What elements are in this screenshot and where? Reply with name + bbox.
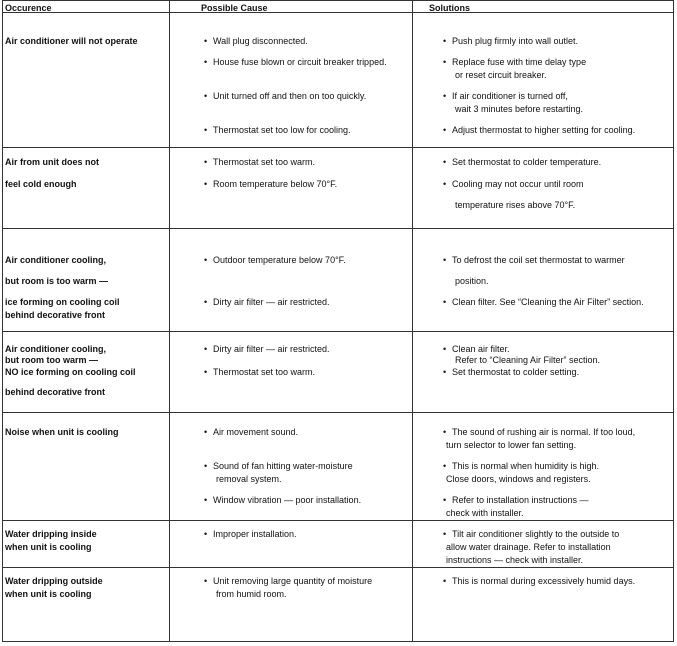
row-divider <box>3 228 673 229</box>
bullet-icon: • <box>204 36 208 46</box>
bullet-icon: • <box>443 461 447 471</box>
cause-text: Outdoor temperature below 70°F. <box>213 255 346 265</box>
bullet-icon: • <box>443 576 447 586</box>
occurrence-text: when unit is cooling <box>5 589 92 599</box>
bullet-icon: • <box>204 57 208 67</box>
solution-text: Clean filter. See “Cleaning the Air Filter” section. <box>452 297 644 307</box>
cause-text: Thermostat set too warm. <box>213 367 316 377</box>
solution-text: or reset circuit breaker. <box>455 70 547 80</box>
cause-text: Wall plug disconnected. <box>213 36 308 46</box>
solution-text: Close doors, windows and registers. <box>446 474 591 484</box>
bullet-icon: • <box>443 495 447 505</box>
bullet-icon: • <box>443 367 447 377</box>
header-occurrence: Occurence <box>5 3 52 13</box>
solution-text: Push plug firmly into wall outlet. <box>452 36 579 46</box>
bullet-icon: • <box>443 297 447 307</box>
solution-text: position. <box>455 276 489 286</box>
solution-text: Cooling may not occur until room <box>452 179 584 189</box>
solution-text: Clean air filter. <box>452 344 510 354</box>
solution-text: This is normal during excessively humid days. <box>452 576 636 586</box>
cause-text: Window vibration — poor installation. <box>213 495 362 505</box>
row-divider <box>3 520 673 521</box>
bullet-icon: • <box>204 529 208 539</box>
cause-text: Thermostat set too low for cooling. <box>213 125 351 135</box>
occurrence-text: Air conditioner cooling, <box>5 255 106 265</box>
solution-text: Refer to “Cleaning Air Filter” section. <box>455 355 601 365</box>
bullet-icon: • <box>204 255 208 265</box>
solution-text: Tilt air conditioner slightly to the outside to <box>452 529 620 539</box>
bullet-icon: • <box>443 344 447 354</box>
header-solutions: Solutions <box>429 3 470 13</box>
bullet-icon: • <box>204 427 208 437</box>
bullet-icon: • <box>443 255 447 265</box>
row-divider <box>3 147 673 148</box>
solution-text: Refer to installation instructions — <box>452 495 589 505</box>
bullet-icon: • <box>443 91 447 101</box>
solution-text: The sound of rushing air is normal. If too loud, <box>452 427 636 437</box>
bullet-icon: • <box>443 57 447 67</box>
occurrence-text: Water dripping outside <box>5 576 103 586</box>
occurrence-text: Air from unit does not <box>5 157 99 167</box>
occurrence-text: ice forming on cooling coil <box>5 297 120 307</box>
bullet-icon: • <box>204 576 208 586</box>
row-divider <box>3 412 673 413</box>
occurrence-text: NO ice forming on cooling coil <box>5 367 136 377</box>
header-possible-cause: Possible Cause <box>201 3 268 13</box>
cause-text: removal system. <box>216 474 282 484</box>
bullet-icon: • <box>443 529 447 539</box>
solution-text: temperature rises above 70°F. <box>455 200 576 210</box>
row-divider <box>3 331 673 332</box>
bullet-icon: • <box>443 157 447 167</box>
occurrence-text: Noise when unit is cooling <box>5 427 119 437</box>
bullet-icon: • <box>204 157 208 167</box>
occurrence-text: but room is too warm — <box>5 276 109 286</box>
solution-text: Set thermostat to colder temperature. <box>452 157 602 167</box>
solution-text: Adjust thermostat to higher setting for cooling. <box>452 125 636 135</box>
bullet-icon: • <box>204 125 208 135</box>
occurrence-text: Air conditioner cooling, <box>5 344 106 354</box>
bullet-icon: • <box>204 367 208 377</box>
cause-text: Thermostat set too warm. <box>213 157 316 167</box>
solution-text: If air conditioner is turned off, <box>452 91 568 101</box>
bullet-icon: • <box>443 179 447 189</box>
occurrence-text: when unit is cooling <box>5 542 92 552</box>
bullet-icon: • <box>204 297 208 307</box>
column-divider <box>412 1 413 641</box>
bullet-icon: • <box>204 495 208 505</box>
bullet-icon: • <box>204 179 208 189</box>
bullet-icon: • <box>443 125 447 135</box>
solution-text: instructions — check with installer. <box>446 555 584 565</box>
cause-text: from humid room. <box>216 589 287 599</box>
occurrence-text: feel cold enough <box>5 179 77 189</box>
occurrence-text: behind decorative front <box>5 387 106 397</box>
row-divider <box>3 567 673 568</box>
cause-text: Sound of fan hitting water-moisture <box>213 461 353 471</box>
column-divider <box>169 1 170 641</box>
solution-text: To defrost the coil set thermostat to warmer <box>452 255 625 265</box>
solution-text: This is normal when humidity is high. <box>452 461 600 471</box>
solution-text: Set thermostat to colder setting. <box>452 367 580 377</box>
solution-text: allow water drainage. Refer to installation <box>446 542 611 552</box>
cause-text: Improper installation. <box>213 529 297 539</box>
occurrence-text: but room too warm — <box>5 355 98 365</box>
occurrence-text: Water dripping inside <box>5 529 97 539</box>
cause-text: Unit removing large quantity of moisture <box>213 576 373 586</box>
bullet-icon: • <box>443 36 447 46</box>
bullet-icon: • <box>204 91 208 101</box>
solution-text: Replace fuse with time delay type <box>452 57 587 67</box>
occurrence-text: behind decorative front <box>5 310 106 320</box>
row-divider <box>3 12 673 13</box>
cause-text: Dirty air filter — air restricted. <box>213 344 330 354</box>
bullet-icon: • <box>204 344 208 354</box>
occurrence-text: Air conditioner will not operate <box>5 36 138 46</box>
cause-text: Dirty air filter — air restricted. <box>213 297 330 307</box>
troubleshooting-table <box>2 0 674 642</box>
solution-text: wait 3 minutes before restarting. <box>455 104 584 114</box>
cause-text: Room temperature below 70°F. <box>213 179 338 189</box>
cause-text: Unit turned off and then on too quickly. <box>213 91 367 101</box>
solution-text: check with installer. <box>446 508 524 518</box>
cause-text: Air movement sound. <box>213 427 299 437</box>
cause-text: House fuse blown or circuit breaker tripped. <box>213 57 387 67</box>
solution-text: turn selector to lower fan setting. <box>446 440 577 450</box>
bullet-icon: • <box>443 427 447 437</box>
bullet-icon: • <box>204 461 208 471</box>
